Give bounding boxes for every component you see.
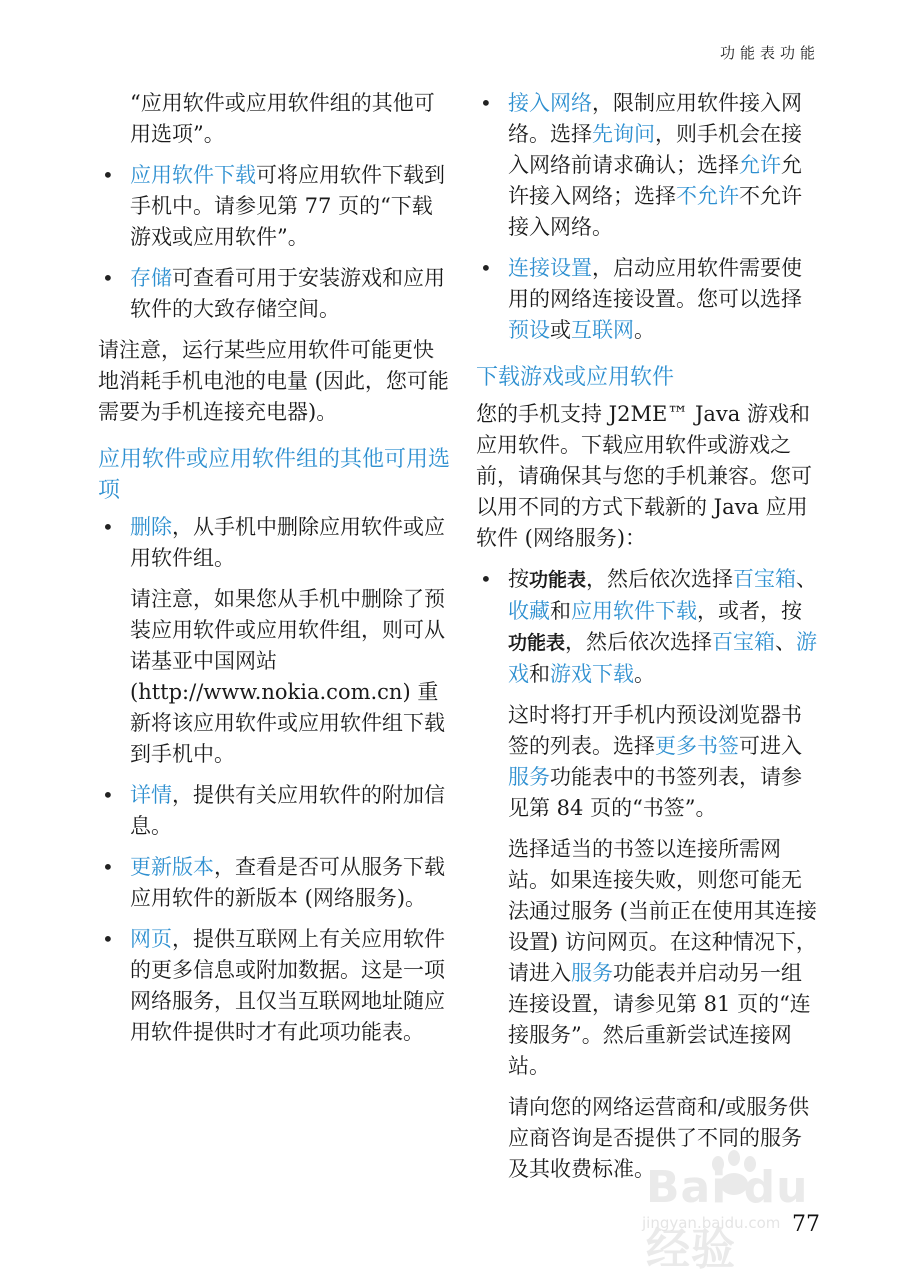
section-heading-download: 下载游戏或应用软件: [476, 365, 675, 390]
option-allow: 允许: [739, 153, 781, 177]
step-text: 和: [550, 599, 571, 623]
menu-term: 更多书签: [655, 734, 739, 758]
intro-continuation: “应用软件或应用软件组的其他可用选项”。: [130, 91, 435, 146]
download-intro: 您的手机支持 J2ME™ Java 游戏和应用软件。下载应用软件或游戏之前，请确保其与您的手机兼容。您可以用不同的方式下载新的 Java 应用软件 (网络服务)：: [476, 402, 812, 550]
list-item-app-download: [98, 160, 450, 253]
menu-key: 功能表: [508, 632, 566, 654]
step-text: 。: [634, 662, 655, 686]
list-item-connection-settings: [476, 253, 820, 346]
list-item-storage: [98, 263, 450, 325]
item-text: ，提供互联网上有关应用软件的更多信息或附加数据。这是一项网络服务，且仅当互联网地址随应用软件提供时才有此项功能表。: [130, 927, 445, 1044]
list-item-network-access: [476, 88, 820, 243]
step-text: ，或者，按: [697, 599, 802, 623]
item-text: ，查看是否可从服务下载应用软件的新版本 (网络服务)。: [130, 855, 445, 910]
section-heading-other-options: 应用软件或应用软件组的其他可用选项: [98, 447, 451, 503]
operator-note: 请向您的网络运营商和/或服务供应商咨询是否提供了不同的服务及其收费标准。: [508, 1095, 810, 1181]
step-text: ，然后依次选择: [586, 567, 734, 591]
menu-term: 服务: [508, 765, 550, 789]
menu-term: 连接设置: [508, 256, 592, 280]
running-header: 功能表功能: [719, 44, 820, 62]
item-text: 不允许接入网络。: [508, 184, 802, 239]
menu-term: 百宝箱: [733, 567, 797, 591]
left-column: [98, 88, 450, 1058]
option-not-allow: 不允许: [676, 184, 739, 208]
item-text: ，启动应用软件需要使用的网络连接设置。您可以选择: [508, 256, 802, 311]
menu-term: 存储: [130, 266, 172, 290]
list-item-download-step: [476, 564, 820, 690]
item-text: ，从手机中删除应用软件或应用软件组。: [130, 515, 445, 570]
para-text: 可进入: [739, 734, 802, 758]
step-text: ，然后依次选择: [565, 630, 713, 654]
menu-term: 游戏: [508, 630, 818, 686]
para-text: 功能表并启动另一组连接设置，请参见第 81 页的“连接服务”。然后重新尝试连接网站。: [508, 961, 811, 1078]
page-number: 77: [792, 1212, 820, 1237]
right-column: [476, 88, 820, 1195]
menu-term: 详情: [130, 783, 172, 807]
watermark-brand: Bai du 经验: [646, 1162, 809, 1275]
item-text: 可查看可用于安装游戏和应用软件的大致存储空间。: [130, 266, 445, 321]
item-text: 或: [550, 318, 571, 342]
menu-term: 接入网络: [508, 91, 592, 115]
item-text: 允许接入网络；选择: [508, 153, 802, 208]
delete-note: 请注意，如果您从手机中删除了预装应用软件或应用软件组，则可从诺基亚中国网站 (http://www.nokia.com.cn) 重新将该应用软件或应用软件组下载到手机中。: [130, 587, 445, 766]
step-text: 按: [508, 567, 529, 591]
item-text: ，则手机会在接入网络前请求确认；选择: [508, 122, 802, 177]
para-text: 选择适当的书签以连接所需网站。如果连接失败，则您可能无法通过服务 (当前正在使用其连接设置) 访问网页。在这种情况下，请进入: [508, 837, 817, 985]
para-text: 功能表中的书签列表，请参见第 84 页的“书签”。: [508, 765, 802, 820]
menu-term: 百宝箱: [712, 630, 776, 654]
bookmarks-paragraph: [476, 700, 820, 824]
step-text: 、: [775, 630, 797, 654]
menu-term: 收藏: [508, 599, 550, 623]
list-item-delete: [98, 512, 450, 574]
menu-term: 删除: [130, 515, 172, 539]
battery-note: 请注意，运行某些应用软件可能更快地消耗手机电池的电量 (因此，您可能需要为手机连接充电器)。: [98, 338, 449, 424]
step-text: 、: [796, 567, 818, 591]
list-item-web-page: [98, 924, 450, 1048]
menu-key: 功能表: [529, 569, 587, 591]
menu-term: 应用软件下载: [130, 163, 256, 187]
menu-term: 网页: [130, 927, 172, 951]
menu-term: 游戏下载: [550, 662, 634, 686]
menu-term: 服务: [571, 961, 613, 985]
para-text: 这时将打开手机内预设浏览器书签的列表。选择: [508, 703, 802, 758]
item-text: ，限制应用软件接入网络。选择: [508, 91, 802, 146]
watermark-url: jingyan.baidu.com: [642, 1214, 781, 1232]
item-text: 可将应用软件下载到手机中。请参见第 77 页的“下载游戏或应用软件”。: [130, 163, 445, 249]
item-text: 。: [634, 318, 655, 342]
menu-term: 应用软件下载: [571, 599, 697, 623]
step-text: 和: [529, 662, 550, 686]
select-bookmark-paragraph: [476, 834, 820, 1082]
list-item-update-version: [98, 852, 450, 914]
list-item-details: [98, 780, 450, 842]
option-default: 预设: [508, 318, 550, 342]
option-ask-first: 先询问: [592, 122, 655, 146]
option-internet: 互联网: [571, 318, 634, 342]
menu-term: 更新版本: [130, 855, 214, 879]
item-text: ，提供有关应用软件的附加信息。: [130, 783, 445, 838]
